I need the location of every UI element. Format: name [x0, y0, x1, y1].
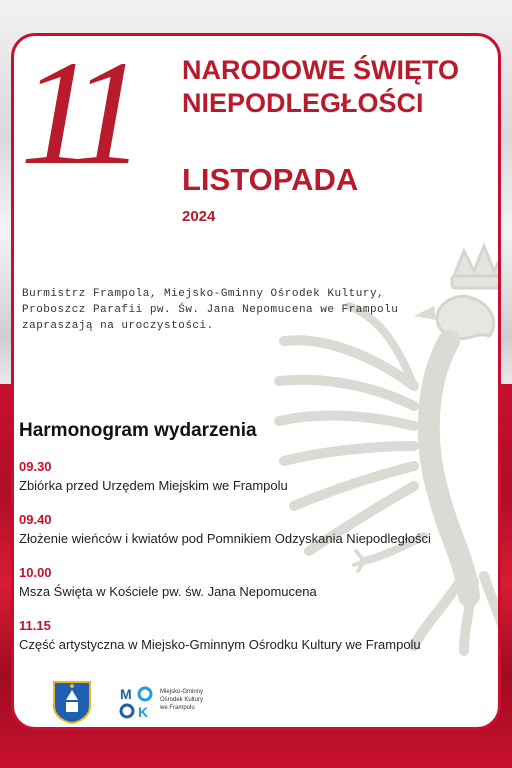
- moku-caption: Miejsko-Gminny Ośrodek Kultury we Frampolu: [160, 689, 204, 711]
- schedule-item-description: Msza Święta w Kościele pw. św. Jana Nepomucena: [19, 584, 317, 599]
- schedule-item-time: 09.30: [19, 459, 52, 474]
- schedule-item-time: 11.15: [19, 618, 51, 633]
- schedule-item: [19, 618, 489, 671]
- schedule-item-description: Zbiórka przed Urzędem Miejskim we Frampolu: [19, 478, 288, 493]
- event-title-line2: NIEPODLEGŁOŚCI: [182, 88, 424, 118]
- svg-text:K: K: [138, 704, 149, 720]
- schedule-item-description: Część artystyczna w Miejsko-Gminnym Ośrodku Kultury we Frampolu: [19, 637, 421, 652]
- event-year: 2024: [182, 208, 216, 225]
- event-title: [182, 54, 492, 120]
- schedule-item: [19, 565, 489, 618]
- moku-logo-icon: [118, 684, 154, 720]
- schedule-item-time: 09.40: [19, 512, 52, 527]
- svg-text:M: M: [120, 686, 132, 702]
- schedule-item: [19, 512, 489, 565]
- day-number: 11: [20, 33, 131, 196]
- schedule-heading: Harmonogram wydarzenia: [19, 420, 257, 441]
- event-title-line1: NARODOWE ŚWIĘTO: [182, 55, 460, 85]
- frampol-crest-icon: [52, 680, 92, 724]
- schedule-item-description: Złożenie wieńców i kwiatów pod Pomnikiem Odzyskania Niepodległości: [19, 531, 431, 546]
- event-month: LISTOPADA: [182, 162, 359, 197]
- schedule-item: [19, 459, 489, 512]
- schedule-item-time: 10.00: [19, 565, 52, 580]
- poster-card: [11, 33, 501, 730]
- invitation-text: Burmistrz Frampola, Miejsko-Gminny Ośrodek Kultury, Proboszcz Parafii pw. Św. Jana Nepomucena we Frampolu zapraszają na uroczystości.: [22, 288, 399, 332]
- schedule-list: [19, 459, 489, 671]
